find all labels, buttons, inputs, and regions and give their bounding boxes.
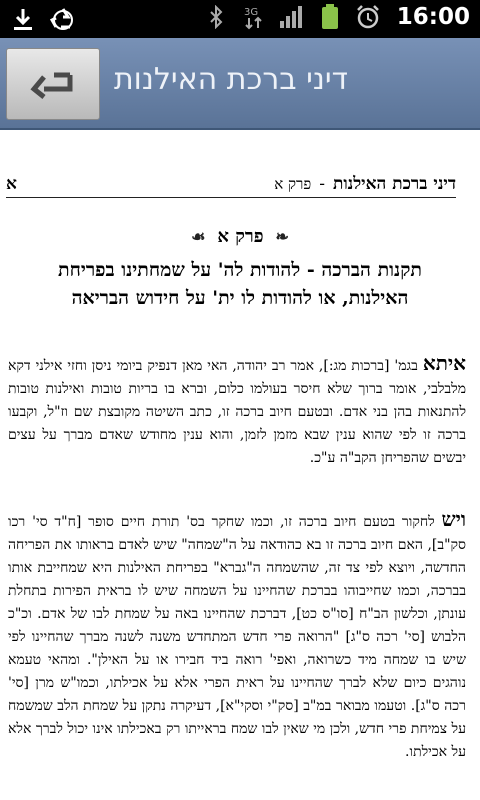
page-title: דיני ברכת האילנות — [113, 62, 348, 97]
bluetooth-icon — [203, 4, 229, 30]
status-bar — [0, 0, 480, 38]
svg-text:3G: 3G — [243, 7, 258, 18]
ornament-icon: ☙ — [191, 227, 206, 246]
document-view[interactable] — [0, 130, 480, 800]
download-icon — [10, 6, 36, 32]
alarm-icon — [355, 4, 381, 30]
battery-icon — [317, 4, 343, 30]
paragraph — [8, 508, 466, 764]
title-bar — [0, 38, 480, 130]
signal-icon — [279, 4, 305, 30]
page-letter: א — [6, 174, 17, 194]
back-button[interactable] — [6, 48, 100, 120]
status-time: 16:00 — [396, 4, 470, 30]
back-arrow-icon — [30, 65, 76, 103]
running-chapter: פרק א — [274, 175, 312, 193]
ornament-icon: ❧ — [275, 227, 289, 246]
3g-icon — [241, 4, 267, 30]
paragraph-lead-word: איתא — [422, 351, 466, 375]
paragraph-text: בגמ' [ברכות מג:], אמר רב יהודה, האי מאן דנפיק ביומי ניסן וחזי אילני דקא מלבלבי, אומר ברוך שלא חיסר בעולמו כלום, וברא בו בריות טובות ואילנות טובות להתנאות בהן בני אדם. ובטעם חיוב ברכה זו, כתב השיטה מקובצת שם וז"ל, וקבעו ברכה זו לפי שהוא ענין שבא מזמן לזמן, והוא ענין מחודש שאדם מברך על עצים יבשים שהפריחן הקב"ה ע"כ. — [8, 358, 466, 466]
paragraph-lead-word: ויש — [441, 507, 466, 531]
recycle-icon — [50, 6, 76, 32]
running-title: דיני ברכת האילנות — [332, 174, 456, 194]
paragraph-text: לחקור בטעם חיוב ברכה זו, וכמו שחקר בס' תורת חיים סופר [ח"ד סי' רכו סק"ב], האם חיוב ברכה זו בא כהודאה על ה"שמחה" שיש לאדם בראותו את הפריחה החדשה, ויוצא לפי צד זה, שהשמחה ה"גברא" בפריחת האילנות היא שמחייבת אותו בברכה, וכמו שחייבוהו בברכת שהחיינו על השמחה שיש לו בראית הפירות בתחלת עונתן, וכלשון הב"ח [סו"ס כט], דברכת שהחיינו באה על שמחת לבו של אדם. וכ"כ הלבוש [סי' רכה ס"ג] "הרואה פרי חדש המתחדש משנה לשנה מברך שהחיינו לפי שיש בו שמחה מיד כשרואה, ואפי' רואה ביד חבירו או על האילן". ומהאי טעמא נוהגים כיום שלא לברך שהחיינו על ראית הפרי אלא על אכילתו, וכמו"ש מרן [סי' רכה ס"ג]. וטעמו מבואר במ"ב [סק"י וסקי"א], דעיקרה נתקן על שמחת הלב שמשמח על צמיחת פרי חדש, ולכן מי שאין לבו שמח בראייתו רק באכילתו אינו יכול לברך אלא על אכילתו. — [8, 514, 466, 760]
running-header — [6, 174, 456, 198]
chapter-title: פרק א — [217, 226, 264, 247]
chapter-subtitle: תקנות הברכה - להודות לה' על שמחתינו בפריחת האילנות, או להודות לו ית' על חידוש הבריאה — [58, 259, 422, 309]
chapter-heading — [0, 226, 480, 247]
running-separator: - — [319, 174, 325, 194]
paragraph — [8, 352, 466, 470]
